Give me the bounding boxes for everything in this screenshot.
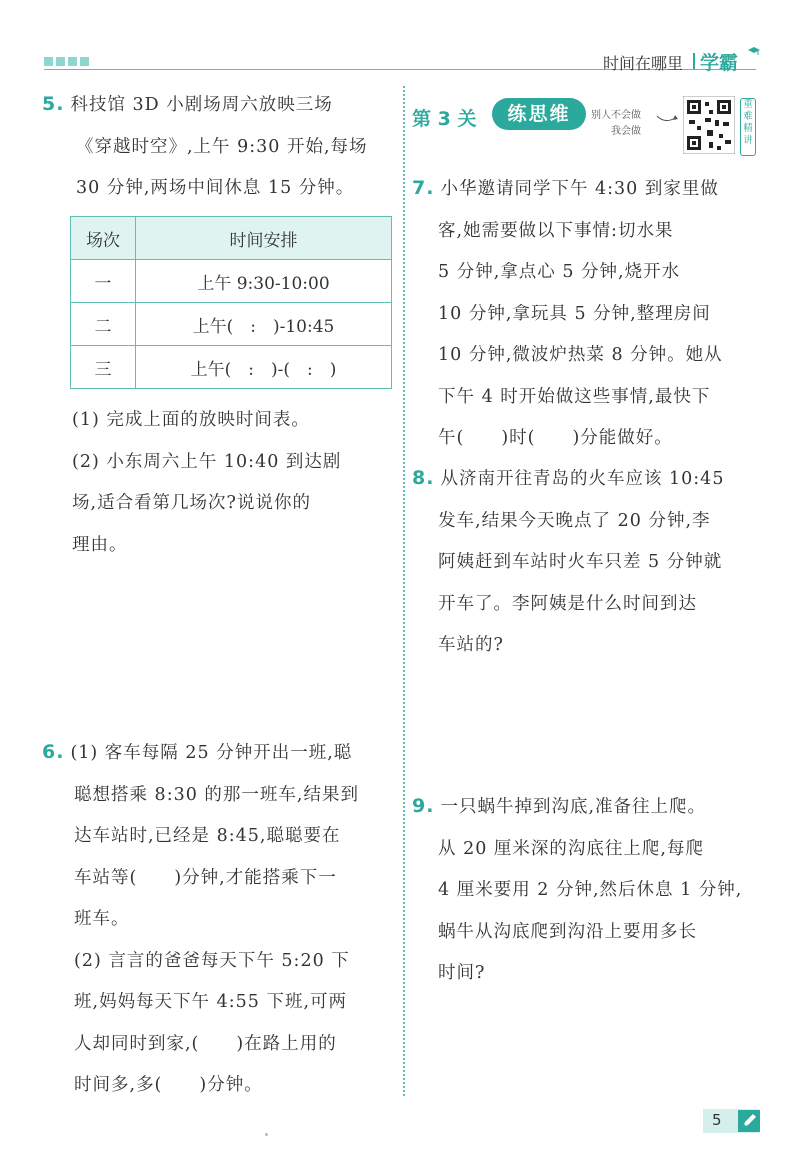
qr-side-label: 重难精讲 [740,98,756,156]
q5-line: 《穿越时空》,上午 9:30 开始,每场 [76,136,368,157]
q5-sub-2: (2) 小东周六上午 10:40 到达剧 [72,451,342,472]
table-cell: 上午( : )-( : ) [136,346,392,389]
table-row [71,303,392,346]
decorative-dot [265,1133,268,1136]
q5-number: 5. [42,93,65,115]
level-label: 第 3 关 [412,108,477,130]
header-decoration [44,57,89,66]
q5-sub-2: 理由。 [72,534,128,555]
question-8: 8. 从济南开往青岛的火车应该 10:45 发车,结果今天晚点了 20 分钟,李 阿姨赶到车站时火车只差 5 分钟就 开车了。李阿姨是什么时间到达 车站的? [412,467,725,655]
question-9: 9. 一只蜗牛掉到沟底,准备往上爬。 从 20 厘米深的沟底往上爬,每爬 4 厘米要用 2 分钟,然后休息 1 分钟, 蜗牛从沟底爬到沟沿上要用多长 时间? [412,795,743,983]
table-row [71,260,392,303]
schedule-table [70,216,392,389]
q8-number: 8. [412,467,435,489]
q7-number: 7. [412,177,435,199]
table-cell: 上午( : )-10:45 [136,303,392,346]
table-header-row [71,217,392,260]
table-cell: 三 [71,346,136,389]
column-divider [403,86,405,1096]
arrow-icon [655,114,679,124]
q9-number: 9. [412,795,435,817]
table-cell: 二 [71,303,136,346]
page-number: 5 [712,1111,722,1129]
header-brand: 学霸 [700,52,739,74]
question-5-subparts [72,400,398,566]
q5-sub-1: (1) 完成上面的放映时间表。 [72,410,310,430]
level-tag-bottom: 我会做 [611,126,641,137]
q5-sub-2: 场,适合看第几场次?说说你的 [72,493,311,513]
table-cell: 一 [71,260,136,303]
q5-line: 30 分钟,两场中间休息 15 分钟。 [76,178,355,198]
q5-line: 5. 科技馆 3D 小剧场周六放映三场 [42,93,333,115]
graduation-cap-icon [748,46,760,56]
level-pill: 练思维 [492,98,586,130]
table-header-cell: 场次 [71,217,136,260]
question-5 [42,84,398,210]
header-title: 时间在哪里 [603,54,684,73]
table-header-cell: 时间安排 [136,217,392,260]
header-separator [693,53,695,69]
question-6: 6. (1) 客车每隔 25 分钟开出一班,聪 聪想搭乘 8:30 的那一班车,结果到 达车站时,已经是 8:45,聪聪要在 车站等( )分钟,才能搭乘下一 班车。 (2) 言言的爸爸每天下午 5:20 下 班,妈妈每天下午 4:55 下班,可两 人却同时到家,( )在路上用的 时间多,多( )分钟。 [42,741,359,1095]
qr-code-icon[interactable] [683,96,735,154]
level-tag-top: 别人不会做 [591,110,641,121]
question-7: 7. 小华邀请同学下午 4:30 到家里做 客,她需要做以下事情:切水果 5 分钟,拿点心 5 分钟,烧开水 10 分钟,拿玩具 5 分钟,整理房间 10 分钟,微波炉热菜 8 分钟。她从 下午 4 时开始做这些事情,最快下 午( )时( )分能做好。 [412,177,723,448]
pencil-icon [738,1110,760,1132]
table-row [71,346,392,389]
q6-number: 6. [42,741,65,763]
table-cell: 上午 9:30-10:00 [136,260,392,303]
